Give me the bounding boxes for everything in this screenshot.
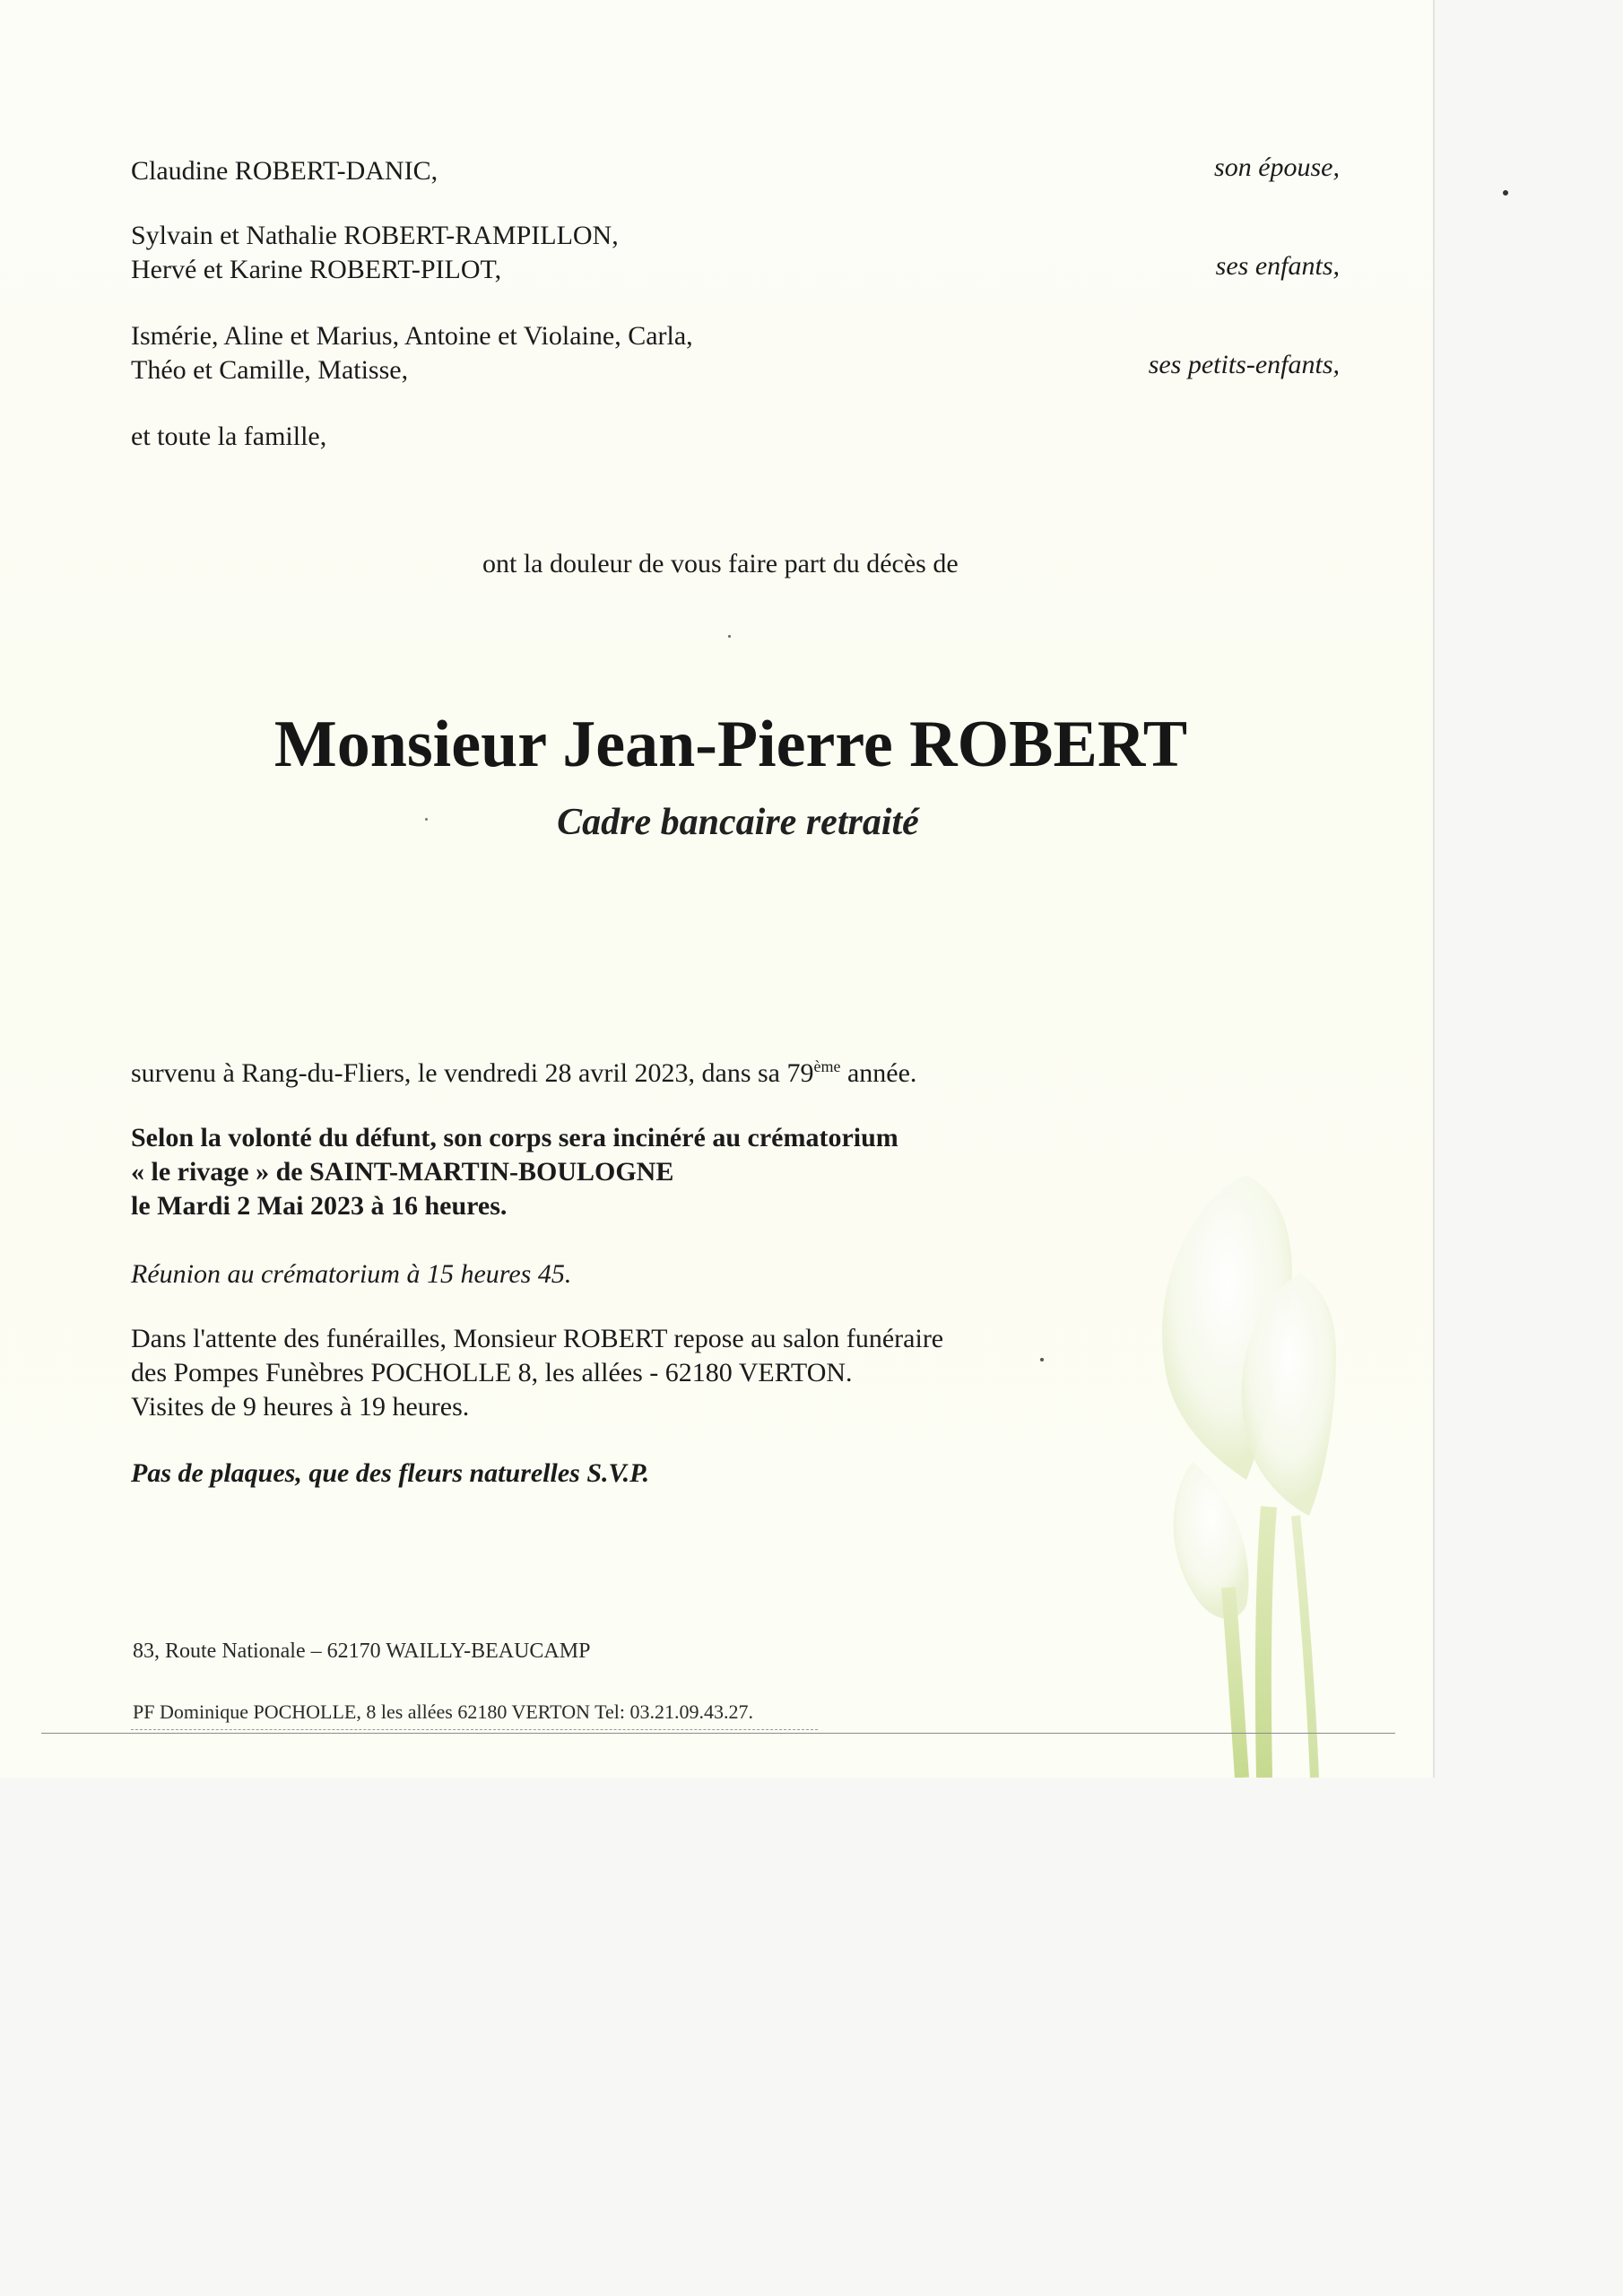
calla-lily-illustration [1112,1139,1417,1778]
speck-mark [1040,1358,1044,1361]
spouse-name: Claudine ROBERT-DANIC, [131,156,438,186]
deceased-name: Monsieur Jean-Pierre ROBERT [273,708,1188,781]
sheet-edge [1433,0,1435,1778]
cremation-line-2: « le rivage » de SAINT-MARTIN-BOULOGNE [131,1157,674,1187]
deceased-occupation: Cadre bancaire retraité [557,802,919,843]
death-text-before: survenu à Rang-du-Fliers, le vendredi 28 avril 2023, dans sa 79 [131,1058,814,1088]
death-superscript: ème [813,1057,841,1075]
viewing-line-3: Visites de 9 heures à 19 heures. [131,1392,470,1422]
cremation-line-3: le Mardi 2 Mai 2023 à 16 heures. [131,1191,508,1221]
other-family: et toute la famille, [131,422,327,451]
viewing-line-2: des Pompes Funèbres POCHOLLE 8, les allées - 62180 VERTON. [131,1358,853,1387]
footer-divider-short [131,1729,818,1730]
death-text-after: année. [840,1058,917,1088]
footer-divider-long [41,1733,1395,1734]
death-details [131,1058,916,1089]
speck-mark [425,818,428,821]
meeting-note: Réunion au crématorium à 15 heures 45. [131,1259,572,1289]
grandchildren-name-1: Ismérie, Aline et Marius, Antoine et Violaine, Carla, [131,321,693,351]
announcement-line: ont la douleur de vous faire part du décès de [482,549,959,578]
address-line: 83, Route Nationale – 62170 WAILLY-BEAUCAMP [133,1639,591,1663]
flowers-note: Pas de plaques, que des fleurs naturelles S.V.P. [131,1458,650,1488]
cremation-line-1: Selon la volonté du défunt, son corps sera incinéré au crématorium [131,1123,898,1152]
viewing-line-1: Dans l'attente des funérailles, Monsieur ROBERT repose au salon funéraire [131,1324,944,1353]
spouse-role: son épouse, [1214,152,1340,182]
funeral-home-line: PF Dominique POCHOLLE, 8 les allées 62180 VERTON Tel: 03.21.09.43.27. [133,1700,753,1723]
speck-mark [728,635,731,638]
grandchildren-name-2: Théo et Camille, Matisse, [131,355,409,385]
children-name-1: Sylvain et Nathalie ROBERT-RAMPILLON, [131,221,619,250]
children-name-2: Hervé et Karine ROBERT-PILOT, [131,255,502,284]
speck-mark [1503,190,1508,196]
children-role: ses enfants, [1215,251,1340,281]
grandchildren-role: ses petits-enfants, [1148,350,1340,379]
